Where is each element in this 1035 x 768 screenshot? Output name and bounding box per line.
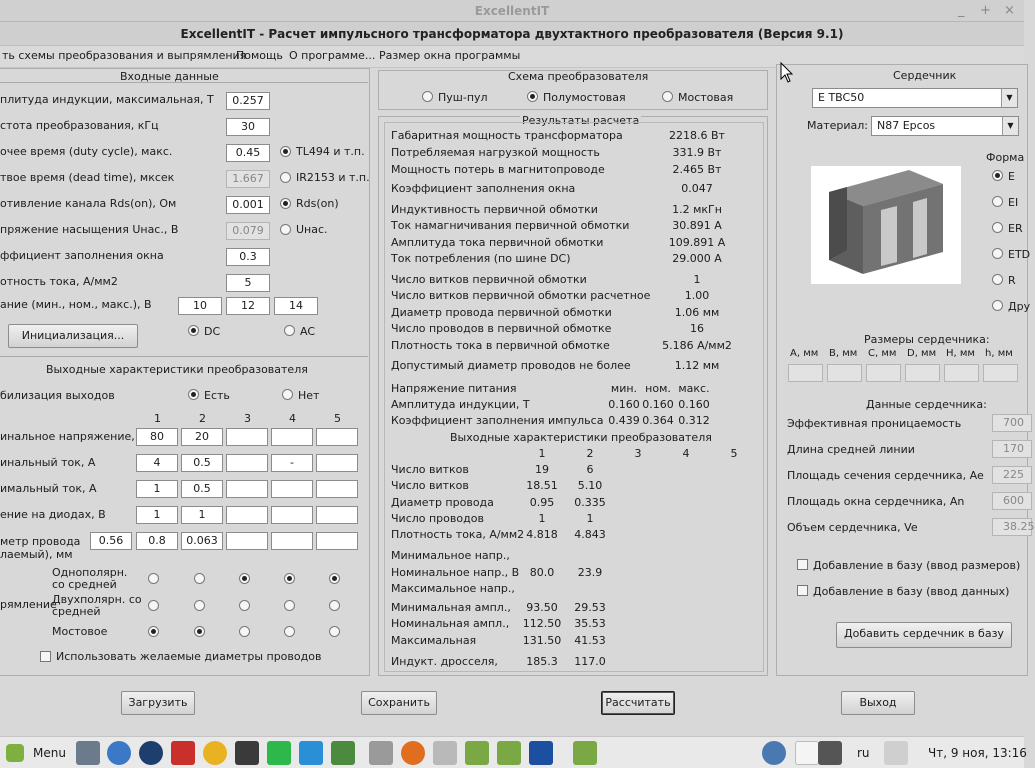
language-indicator[interactable]: ru bbox=[857, 746, 870, 760]
core-data-label: Площадь сечения сердечника, Ae bbox=[787, 469, 984, 482]
form-radio-label: EI bbox=[1008, 196, 1019, 209]
supply-value: 0.364 bbox=[642, 414, 674, 427]
size-label: B, мм bbox=[829, 348, 858, 359]
close-button[interactable]: × bbox=[1004, 3, 1015, 18]
mid-volt-label: Минимальное напр., bbox=[391, 549, 510, 562]
result-label: Амплитуда тока первичной обмотки bbox=[391, 236, 604, 249]
supply-value: 0.312 bbox=[678, 414, 710, 427]
supply-value: 0.160 bbox=[608, 398, 640, 411]
core-data-label: Объем сердечника, Ve bbox=[787, 521, 918, 534]
param-input: 0.079 bbox=[226, 222, 270, 240]
mid-volt-value: 185.3 bbox=[526, 655, 558, 668]
mid-row-value: 1 bbox=[538, 512, 546, 525]
mid-column-header: 4 bbox=[682, 447, 690, 460]
menu-help[interactable]: Помощь bbox=[236, 49, 283, 62]
size-input bbox=[866, 364, 901, 382]
core-image bbox=[811, 166, 961, 284]
rect-radio[interactable] bbox=[329, 626, 340, 637]
minimize-button[interactable]: _ bbox=[958, 3, 965, 18]
result-value: 1.00 bbox=[684, 289, 710, 302]
core-data-value: 38.25 bbox=[992, 518, 1032, 536]
mid-output-title: Выходные характеристики преобразователя bbox=[450, 431, 712, 444]
mid-volt-value: 80.0 bbox=[529, 566, 555, 579]
column-header: 1 bbox=[154, 412, 161, 425]
system-title-bar bbox=[0, 0, 1024, 22]
chevron-down-icon: ▼ bbox=[1002, 117, 1018, 135]
result-label: Допустимый диаметр проводов не более bbox=[391, 359, 631, 372]
radio-usat-label: Uнас. bbox=[296, 223, 328, 236]
output-title: Выходные характеристики преобразователя bbox=[46, 363, 308, 376]
size-input bbox=[827, 364, 862, 382]
core-data-value: 700 bbox=[992, 414, 1032, 432]
radio-pushpull-label: Пуш-пул bbox=[438, 91, 488, 104]
result-value: 2.465 Вт bbox=[672, 163, 722, 176]
add-data-label: Добавление в базу (ввод данных) bbox=[813, 585, 1010, 598]
material-select-value: N87 Epcos bbox=[877, 119, 936, 132]
size-input bbox=[905, 364, 940, 382]
output-row-label: инальный ток, А bbox=[0, 456, 96, 469]
result-label: Мощность потерь в магнитопроводе bbox=[391, 163, 605, 176]
mid-row-value: 19 bbox=[535, 463, 549, 476]
mid-volt-label: Максимальное напр., bbox=[391, 582, 515, 595]
core-data-value: 600 bbox=[992, 492, 1032, 510]
form-radio-e[interactable] bbox=[992, 170, 1003, 181]
divider bbox=[0, 82, 368, 83]
diam-input-1[interactable]: 0.56 bbox=[90, 532, 132, 550]
core-data-label: Площадь окна сердечника, An bbox=[787, 495, 965, 508]
rect-radio[interactable] bbox=[284, 626, 295, 637]
rect-radio[interactable] bbox=[148, 573, 159, 584]
radio-bridge[interactable] bbox=[662, 91, 673, 102]
radio-halfbridge-label: Полумостовая bbox=[543, 91, 626, 104]
voltage-max-input[interactable]: 14 bbox=[274, 297, 318, 315]
param-label: пряжение насыщения Uнас., В bbox=[0, 223, 179, 236]
supply-value: 0.439 bbox=[608, 414, 640, 427]
size-input bbox=[983, 364, 1018, 382]
mid-row-value: 6 bbox=[586, 463, 594, 476]
form-title: Форма bbox=[986, 151, 1025, 164]
menu-about[interactable]: О программе... bbox=[289, 49, 376, 62]
result-value: 331.9 Вт bbox=[672, 146, 722, 159]
supply-header: ном. bbox=[645, 382, 671, 395]
rect-radio[interactable] bbox=[329, 600, 340, 611]
mid-column-header: 5 bbox=[730, 447, 738, 460]
firefox-icon[interactable] bbox=[401, 741, 425, 765]
result-label: Коэффициент заполнения окна bbox=[391, 182, 576, 195]
param-label: стота преобразования, кГц bbox=[0, 119, 159, 132]
result-value: 1.06 мм bbox=[674, 306, 720, 319]
rect-radio[interactable] bbox=[194, 626, 205, 637]
taskbar bbox=[0, 736, 1027, 768]
output-input[interactable] bbox=[271, 506, 313, 524]
mid-row-value: 0.95 bbox=[529, 496, 555, 509]
form-radio-label: Дру bbox=[1008, 300, 1031, 313]
radio-bridge-label: Мостовая bbox=[678, 91, 734, 104]
window-title: ExcellentIT - Расчет импульсного трансформатора двухтактного преобразователя (Версия 9.1) bbox=[180, 27, 844, 41]
double-commander-icon[interactable] bbox=[171, 741, 195, 765]
mid-row-value: 5.10 bbox=[577, 479, 603, 492]
form-radio-ei[interactable] bbox=[992, 196, 1003, 207]
size-label: C, мм bbox=[868, 348, 897, 359]
mid-row-value: 0.335 bbox=[574, 496, 606, 509]
result-value: 2218.6 Вт bbox=[669, 129, 725, 142]
clock[interactable]: Чт, 9 ноя, 13:16 bbox=[928, 746, 1027, 760]
supply-header: мин. bbox=[610, 382, 638, 395]
param-input[interactable]: 0.257 bbox=[226, 92, 270, 110]
radio-dc[interactable] bbox=[188, 325, 199, 336]
diam-input-6[interactable] bbox=[316, 532, 358, 550]
radio-rdson[interactable] bbox=[280, 198, 291, 209]
radio-halfbridge[interactable] bbox=[527, 91, 538, 102]
rect-radio[interactable] bbox=[239, 600, 250, 611]
use-diam-label: Использовать желаемые диаметры проводов bbox=[56, 650, 322, 663]
diam-input-4[interactable] bbox=[226, 532, 268, 550]
result-label: Ток потребления (по шине DC) bbox=[391, 252, 571, 265]
radio-pushpull[interactable] bbox=[422, 91, 433, 102]
mid-volt-value: 41.53 bbox=[574, 634, 606, 647]
param-input[interactable]: 0.3 bbox=[226, 248, 270, 266]
result-value: 16 bbox=[690, 322, 704, 335]
output-input[interactable] bbox=[316, 428, 358, 446]
midnight-commander-icon[interactable] bbox=[139, 741, 163, 765]
output-input[interactable] bbox=[226, 428, 268, 446]
size-label: D, мм bbox=[907, 348, 937, 359]
result-label: Потребляемая нагрузкой мощность bbox=[391, 146, 600, 159]
mid-volt-label: Номинальное напр., В bbox=[391, 566, 520, 579]
stab-label: билизация выходов bbox=[0, 389, 115, 402]
mid-volt-label: Номинальная ампл., bbox=[391, 617, 510, 630]
column-header: 4 bbox=[289, 412, 296, 425]
core-data-value: 225 bbox=[992, 466, 1032, 484]
form-radio-r[interactable] bbox=[992, 274, 1003, 285]
mid-volt-value: 93.50 bbox=[526, 601, 558, 614]
mid-volt-value: 112.50 bbox=[522, 617, 562, 630]
writer-icon[interactable] bbox=[299, 741, 323, 765]
sizes-title: Размеры сердечника: bbox=[864, 333, 990, 346]
output-row-label: инальное напряжение, bbox=[0, 430, 135, 443]
size-input bbox=[788, 364, 823, 382]
radio-stab-no-label: Нет bbox=[298, 389, 320, 402]
column-header: 5 bbox=[334, 412, 341, 425]
mouse-cursor-icon bbox=[780, 62, 794, 84]
add-core-button[interactable]: Добавить сердечник в базу bbox=[836, 622, 1012, 648]
param-input[interactable]: 5 bbox=[226, 274, 270, 292]
output-input[interactable]: 20 bbox=[181, 428, 223, 446]
rect-row-label: со средней bbox=[52, 578, 117, 591]
chevron-down-icon: ▼ bbox=[1001, 89, 1017, 107]
form-radio-дру[interactable] bbox=[992, 300, 1003, 311]
folder-icon[interactable] bbox=[497, 741, 521, 765]
core-data-label: Длина средней линии bbox=[787, 443, 915, 456]
rect-radio[interactable] bbox=[239, 626, 250, 637]
result-label: Плотность тока в первичной обмотке bbox=[391, 339, 610, 352]
sunflower-icon[interactable] bbox=[203, 741, 227, 765]
column-header: 3 bbox=[244, 412, 251, 425]
radio-stab-yes-label: Есть bbox=[204, 389, 230, 402]
mid-row-label: Число витков bbox=[391, 463, 469, 476]
result-label: Число проводов в первичной обмотке bbox=[391, 322, 612, 335]
size-label: h, мм bbox=[985, 348, 1013, 359]
system-title: ExcellentIT bbox=[474, 4, 550, 18]
output-input[interactable]: 0.5 bbox=[181, 454, 223, 472]
supply-header: макс. bbox=[678, 382, 710, 395]
rect-radio[interactable] bbox=[329, 573, 340, 584]
mid-volt-value: 23.9 bbox=[577, 566, 603, 579]
supply-label: Коэффициент заполнения импульса bbox=[391, 414, 604, 427]
core-data-label: Эффективная проницаемость bbox=[787, 417, 962, 430]
rect-radio[interactable] bbox=[239, 573, 250, 584]
form-radio-label: E bbox=[1008, 170, 1015, 183]
material-select[interactable] bbox=[871, 116, 1019, 136]
radio-dc-label: DC bbox=[204, 325, 221, 338]
image-viewer-icon[interactable] bbox=[331, 741, 355, 765]
clipboard-icon[interactable] bbox=[795, 741, 819, 765]
thunderbird-icon[interactable] bbox=[107, 741, 131, 765]
param-label: отность тока, А/мм2 bbox=[0, 275, 118, 288]
result-value: 5.186 А/мм2 bbox=[662, 339, 732, 352]
mid-row-label: Плотность тока, А/мм2 bbox=[391, 528, 525, 541]
supply-value: 0.160 bbox=[678, 398, 710, 411]
rect-radio[interactable] bbox=[148, 600, 159, 611]
column-header: 2 bbox=[199, 412, 206, 425]
result-value: 0.047 bbox=[681, 182, 713, 195]
form-radio-label: ER bbox=[1008, 222, 1023, 235]
output-input[interactable] bbox=[226, 480, 268, 498]
mid-column-header: 3 bbox=[634, 447, 642, 460]
core-data-value: 170 bbox=[992, 440, 1032, 458]
result-label: Число витков первичной обмотки расчетное bbox=[391, 289, 651, 302]
result-label: Диаметр провода первичной обмотки bbox=[391, 306, 612, 319]
radio-ir2153[interactable] bbox=[280, 172, 291, 183]
rect-row-label: Мостовое bbox=[52, 625, 108, 638]
mid-row-label: Диаметр провода bbox=[391, 496, 494, 509]
size-input bbox=[944, 364, 979, 382]
material-label: Материал: bbox=[807, 119, 869, 132]
param-label: твое время (dead time), мксек bbox=[0, 171, 175, 184]
maximize-button[interactable]: + bbox=[980, 3, 991, 18]
mid-column-header: 1 bbox=[538, 447, 546, 460]
voltage-label: ание (мин., ном., макс.), В bbox=[0, 298, 152, 311]
scheme-title: Схема преобразователя bbox=[508, 70, 649, 83]
result-label: Число витков первичной обмотки bbox=[391, 273, 587, 286]
network-icon[interactable] bbox=[818, 741, 842, 765]
output-input[interactable]: 4 bbox=[136, 454, 178, 472]
spreadsheet-icon[interactable] bbox=[267, 741, 291, 765]
excellentit-app-icon[interactable] bbox=[529, 741, 553, 765]
calculate-button[interactable]: Рассчитать bbox=[601, 691, 675, 715]
form-radio-er[interactable] bbox=[992, 222, 1003, 233]
radio-tl494[interactable] bbox=[280, 146, 291, 157]
output-input[interactable] bbox=[316, 506, 358, 524]
menu-window-size[interactable]: Размер окна программы bbox=[379, 49, 521, 62]
size-label: H, мм bbox=[946, 348, 975, 359]
calculator-icon[interactable] bbox=[76, 741, 100, 765]
diam-input-5[interactable] bbox=[271, 532, 313, 550]
output-input[interactable]: 80 bbox=[136, 428, 178, 446]
core-select[interactable] bbox=[812, 88, 1018, 108]
output-input[interactable] bbox=[316, 480, 358, 498]
voltage-nom-input[interactable]: 12 bbox=[226, 297, 270, 315]
printer-icon[interactable] bbox=[433, 741, 457, 765]
param-label: очее время (duty cycle), макс. bbox=[0, 145, 173, 158]
mid-volt-value: 117.0 bbox=[574, 655, 606, 668]
supply-value: 0.160 bbox=[642, 398, 674, 411]
divider bbox=[0, 356, 368, 357]
form-radio-label: R bbox=[1008, 274, 1016, 287]
radio-ac[interactable] bbox=[284, 325, 295, 336]
radio-ac-label: AC bbox=[300, 325, 316, 338]
output-row-label: ение на диодах, В bbox=[0, 508, 106, 521]
menu-scheme[interactable]: ть схемы преобразования и выпрямления bbox=[2, 49, 247, 62]
unity-icon[interactable] bbox=[235, 741, 259, 765]
rect-radio[interactable] bbox=[194, 573, 205, 584]
init-button[interactable]: Инициализация... bbox=[8, 324, 138, 348]
mid-volt-value: 29.53 bbox=[574, 601, 606, 614]
supply-label: Амплитуда индукции, Т bbox=[391, 398, 530, 411]
output-input[interactable]: 1 bbox=[181, 506, 223, 524]
supply-label: Напряжение питания bbox=[391, 382, 517, 395]
rect-radio[interactable] bbox=[284, 573, 295, 584]
output-input[interactable]: 0.5 bbox=[181, 480, 223, 498]
radio-stab-yes[interactable] bbox=[188, 389, 199, 400]
mint-menu-icon[interactable] bbox=[6, 744, 24, 762]
radio-ir2153-label: IR2153 и т.п. bbox=[296, 171, 370, 184]
core-select-value: E TBC50 bbox=[818, 91, 865, 104]
shield-icon[interactable] bbox=[762, 741, 786, 765]
result-label: Индуктивность первичной обмотки bbox=[391, 203, 598, 216]
diam-input-3[interactable]: 0.063 bbox=[181, 532, 223, 550]
output-input[interactable]: - bbox=[271, 454, 313, 472]
results-title: Результаты расчета bbox=[522, 114, 640, 127]
rect-row-label: средней bbox=[52, 605, 101, 618]
radio-stab-no[interactable] bbox=[282, 389, 293, 400]
mid-column-header: 2 bbox=[586, 447, 594, 460]
mid-row-value: 4.843 bbox=[574, 528, 606, 541]
result-value: 1.12 мм bbox=[674, 359, 720, 372]
result-value: 30.891 А bbox=[672, 219, 722, 232]
window-icon[interactable] bbox=[369, 741, 393, 765]
mid-volt-label: Максимальная bbox=[391, 634, 477, 647]
rect-row-label: Двухполярн. со bbox=[52, 593, 142, 606]
form-radio-etd[interactable] bbox=[992, 248, 1003, 259]
param-label: отивление канала Rds(on), Ом bbox=[0, 197, 177, 210]
voltage-min-input[interactable]: 10 bbox=[178, 297, 222, 315]
param-label: плитуда индукции, максимальная, Т bbox=[0, 93, 214, 106]
mid-row-value: 18.51 bbox=[526, 479, 558, 492]
use-diam-checkbox[interactable] bbox=[40, 651, 51, 662]
menu-label[interactable]: Menu bbox=[33, 746, 66, 760]
size-label: A, мм bbox=[790, 348, 819, 359]
rect-row-label: Однополярн. bbox=[52, 566, 128, 579]
exit-button[interactable]: Выход bbox=[841, 691, 915, 715]
mid-volt-label: Минимальная ампл., bbox=[391, 601, 511, 614]
param-input[interactable]: 0.001 bbox=[226, 196, 270, 214]
rect-radio[interactable] bbox=[194, 600, 205, 611]
result-label: Габаритная мощность трансформатора bbox=[391, 129, 623, 142]
output-row-label: имальный ток, А bbox=[0, 482, 97, 495]
input-data-title: Входные данные bbox=[120, 70, 219, 83]
diam-label-1: метр провода bbox=[0, 535, 81, 548]
param-input[interactable]: 30 bbox=[226, 118, 270, 136]
mid-row-label: Число витков bbox=[391, 479, 469, 492]
radio-tl494-label: TL494 и т.п. bbox=[296, 145, 365, 158]
form-radio-label: ETD bbox=[1008, 248, 1031, 261]
mid-volt-label: Индукт. дросселя, bbox=[391, 655, 498, 668]
add-size-label: Добавление в базу (ввод размеров) bbox=[813, 559, 1021, 572]
rect-label: рямление bbox=[0, 598, 57, 611]
diam-label-2: лаемый), мм bbox=[0, 548, 73, 561]
radio-rdson-label: Rds(on) bbox=[296, 197, 339, 210]
mid-volt-value: 35.53 bbox=[574, 617, 606, 630]
param-input[interactable]: 0.45 bbox=[226, 144, 270, 162]
result-label: Ток намагничивания первичной обмотки bbox=[391, 219, 630, 232]
save-button[interactable]: Сохранить bbox=[361, 691, 437, 715]
mid-row-value: 4.818 bbox=[526, 528, 558, 541]
output-input[interactable]: 1 bbox=[136, 506, 178, 524]
folder-icon[interactable] bbox=[465, 741, 489, 765]
mid-row-value: 1 bbox=[586, 512, 594, 525]
result-value: 1.2 мкГн bbox=[672, 203, 722, 216]
rect-radio[interactable] bbox=[148, 626, 159, 637]
output-input[interactable] bbox=[271, 428, 313, 446]
folder-icon[interactable] bbox=[573, 741, 597, 765]
output-input[interactable] bbox=[226, 454, 268, 472]
add-data-checkbox[interactable] bbox=[797, 585, 808, 596]
load-button[interactable]: Загрузить bbox=[121, 691, 195, 715]
diam-input-2[interactable]: 0.8 bbox=[136, 532, 178, 550]
mid-row-label: Число проводов bbox=[391, 512, 484, 525]
param-input: 1.667 bbox=[226, 170, 270, 188]
mid-volt-value: 131.50 bbox=[522, 634, 562, 647]
result-value: 1 bbox=[693, 273, 701, 286]
output-input[interactable]: 1 bbox=[136, 480, 178, 498]
radio-usat[interactable] bbox=[280, 224, 291, 235]
core-title: Сердечник bbox=[893, 69, 957, 82]
output-input[interactable] bbox=[226, 506, 268, 524]
output-input[interactable] bbox=[316, 454, 358, 472]
core-data-title: Данные сердечника: bbox=[866, 398, 987, 411]
add-size-checkbox[interactable] bbox=[797, 559, 808, 570]
param-label: ффициент заполнения окна bbox=[0, 249, 164, 262]
window-title-bar bbox=[0, 22, 1024, 46]
output-input[interactable] bbox=[271, 480, 313, 498]
result-value: 29.000 А bbox=[672, 252, 722, 265]
result-value: 109.891 А bbox=[668, 236, 726, 249]
volume-icon[interactable] bbox=[884, 741, 908, 765]
rect-radio[interactable] bbox=[284, 600, 295, 611]
